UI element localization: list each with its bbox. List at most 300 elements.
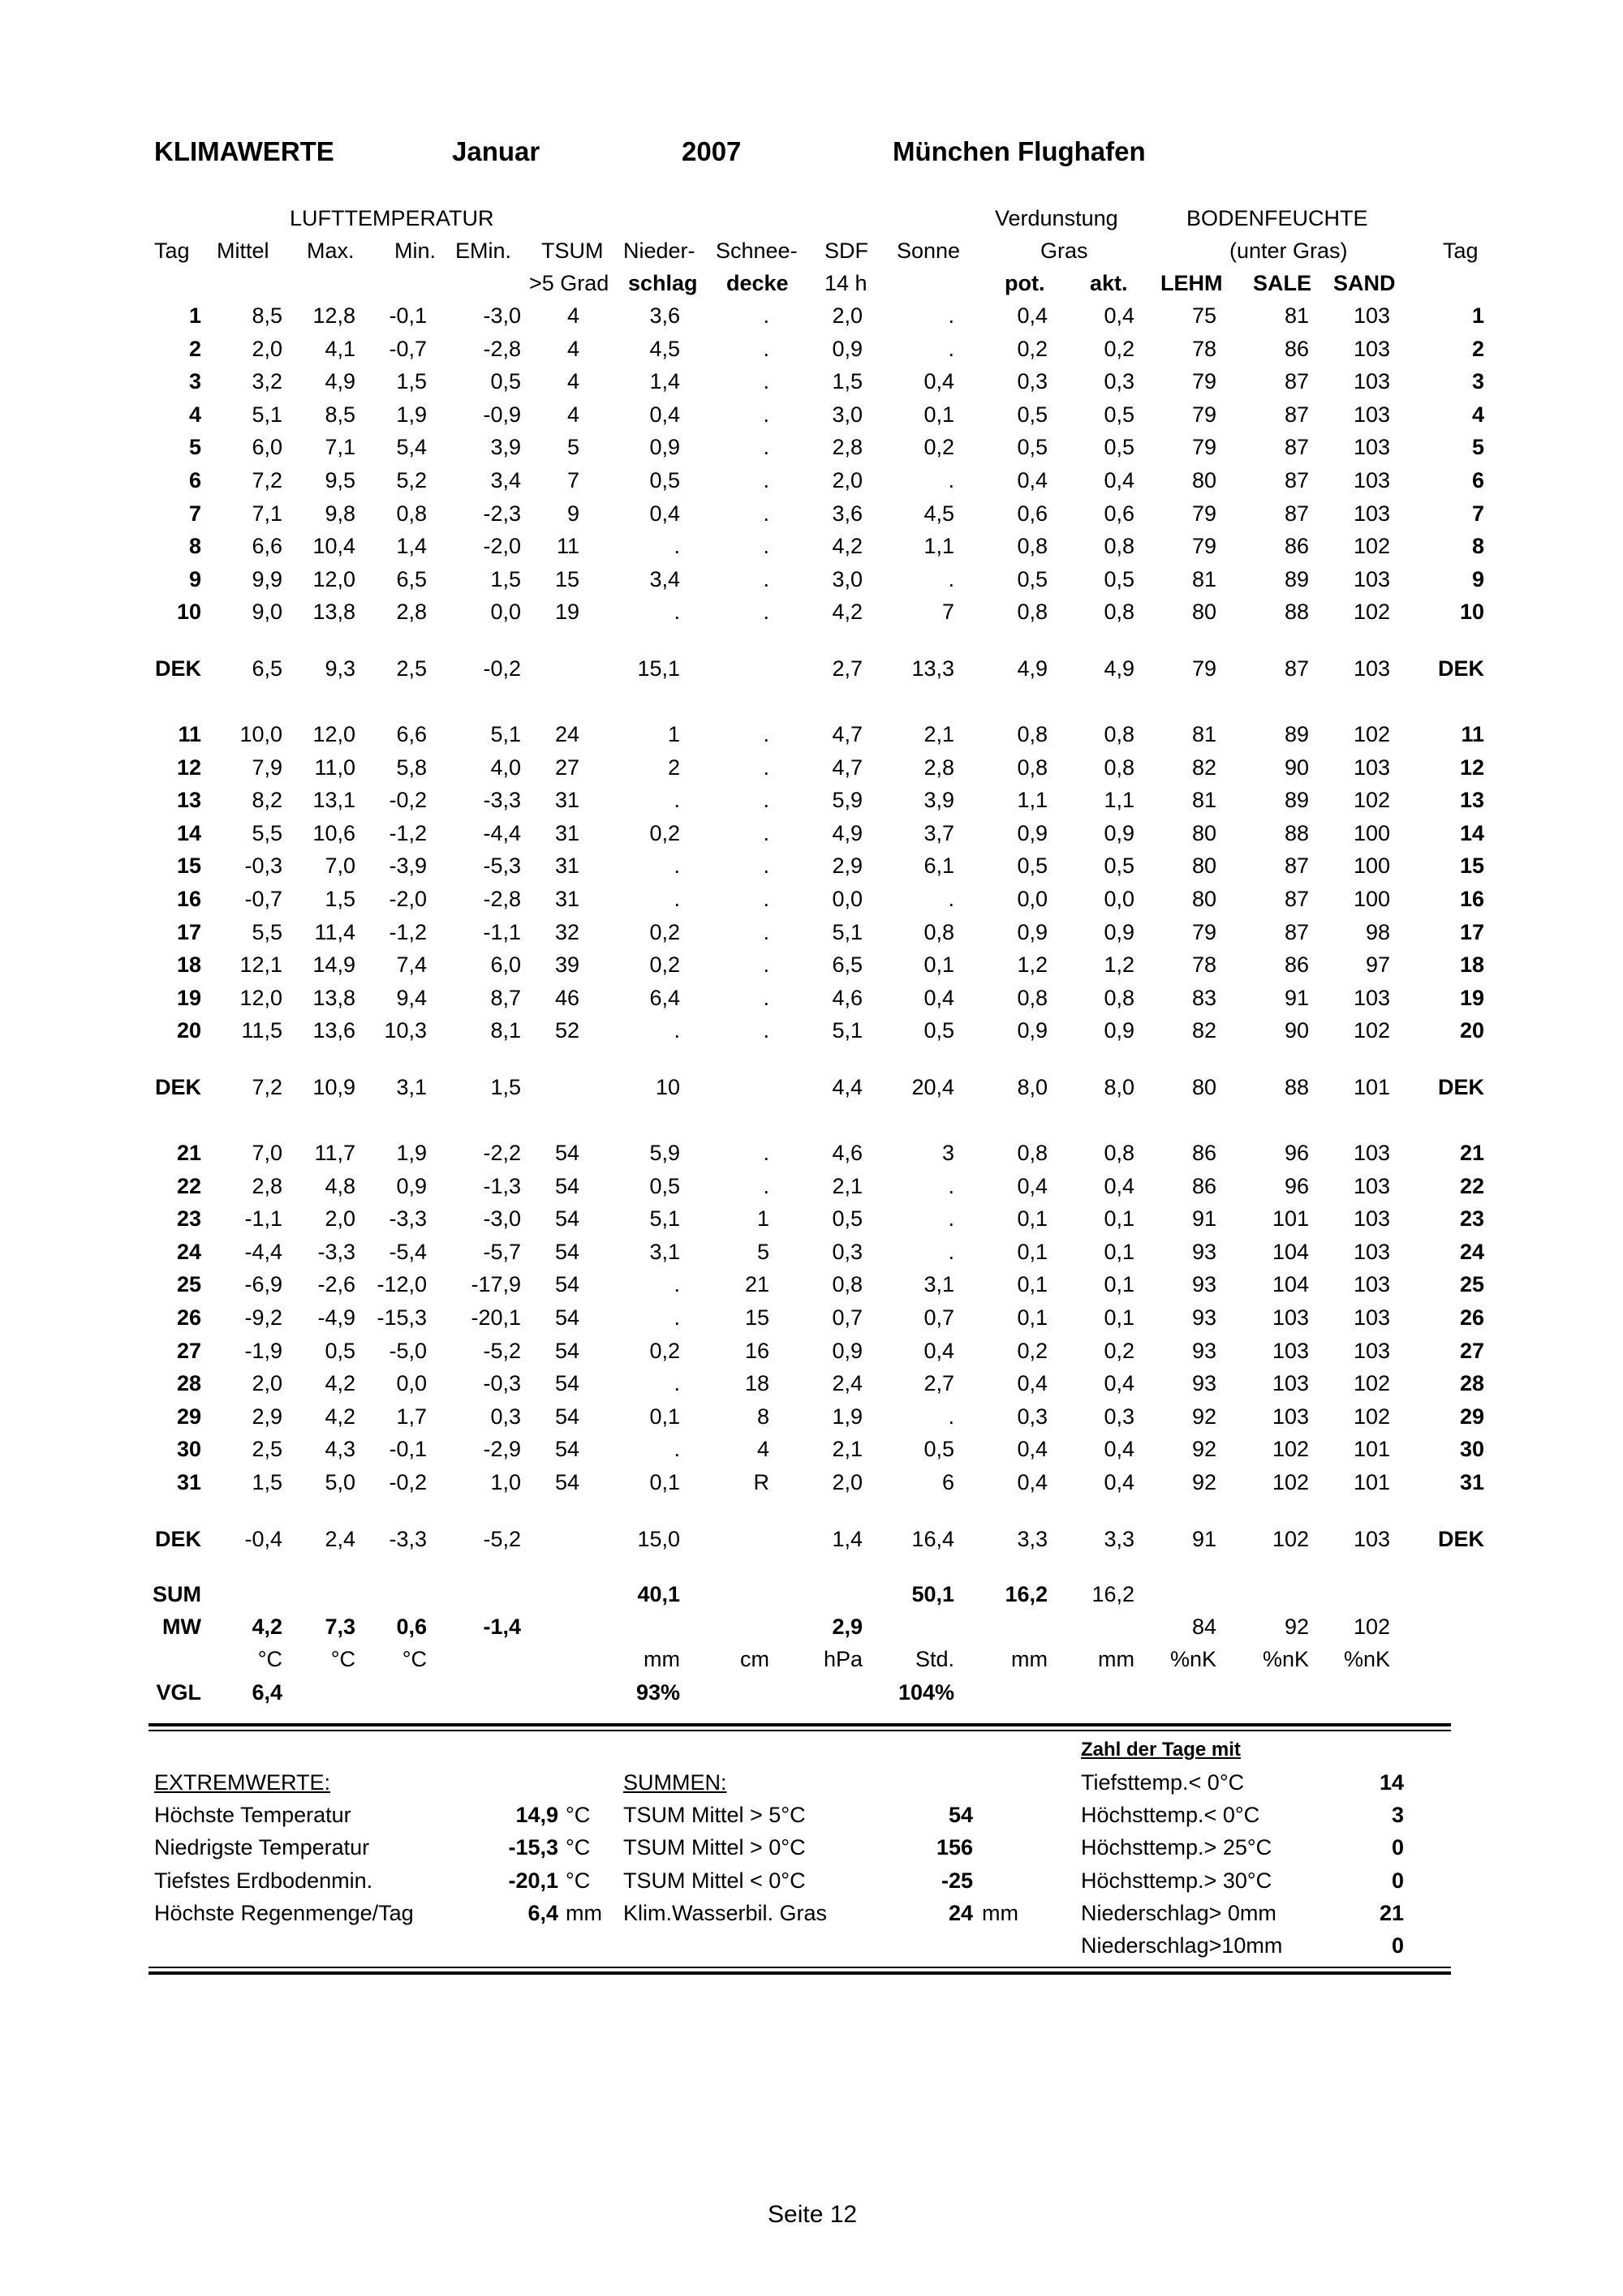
day-row [0,920,1623,952]
cell-nieder: 0,2 [649,1338,680,1363]
report-title: KLIMAWERTE [154,136,334,166]
cell-sonne: . [948,566,954,591]
cell-emin: -0,2 [483,656,521,681]
day-row [0,435,1623,467]
header-pot: pot. [1005,271,1045,295]
tage-value: 0 [1391,1933,1404,1958]
cell-lehm: 79 [1191,656,1216,681]
cell-min: -12,0 [377,1272,427,1297]
cell-tag-right: 9 [1471,566,1484,591]
cell-sand: 103 [1353,1338,1390,1363]
day-row [0,788,1623,820]
cell-akt: 0,8 [1104,600,1134,625]
cell-tsum: 54 [554,1272,579,1297]
extremwerte-heading: EXTREMWERTE: [154,1770,331,1795]
cell-tag: DEK [154,1527,201,1551]
cell-mittel: 2,8 [252,1173,282,1198]
cell-sdf: 2,1 [832,1437,863,1462]
cell-sdf: 4,2 [832,534,863,559]
cell-sonne: 0,1 [923,952,954,978]
cell-tag-right: DEK [1437,1075,1484,1099]
cell-max: 7,3 [325,1615,355,1639]
cell-emin: -1,1 [483,919,521,944]
cell-akt: 16,2 [1091,1582,1134,1606]
cell-lehm: 79 [1191,369,1216,394]
cell-sale: 86 [1284,952,1309,978]
cell-min: -0,7 [389,336,427,361]
cell-sale: 96 [1284,1141,1309,1165]
day-row [0,1018,1623,1051]
cell-pot: 16,2 [1005,1582,1048,1606]
cell-sdf: 0,9 [832,336,863,361]
cell-akt: 0,9 [1104,919,1134,944]
cell-nieder: 2 [667,755,680,780]
cell-sand: 103 [1353,566,1390,591]
station-name: München Flughafen [893,136,1146,166]
extrem-value: -20,1 [508,1868,558,1893]
summen-value: 54 [948,1803,973,1827]
tage-heading: Zahl der Tage mit [1081,1739,1241,1761]
cell-tag-right: 15 [1459,853,1484,879]
cell-min: 1,9 [396,402,427,427]
cell-schnee: . [763,755,769,780]
dekade-row [0,656,1623,689]
cell-sdf: 0,9 [832,1338,863,1363]
cell-mittel: 5,5 [252,820,282,845]
cell-min: -0,2 [389,788,427,813]
cell-tag-right: 6 [1471,468,1484,492]
cell-nieder: mm [644,1647,680,1671]
cell-lehm: 91 [1191,1206,1216,1232]
cell-emin: 8,7 [490,985,521,1010]
cell-pot: 0,4 [1017,1173,1048,1198]
cell-lehm: 79 [1191,534,1216,559]
cell-sdf: 4,2 [832,600,863,625]
cell-emin: 0,0 [490,600,521,625]
report-month: Januar [452,136,540,166]
day-row [0,1240,1623,1272]
cell-schnee: . [763,501,769,526]
cell-sdf: 5,1 [832,919,863,944]
cell-nieder: 0,4 [649,501,680,526]
tage-value: 21 [1379,1901,1404,1925]
cell-nieder: 93% [635,1680,680,1705]
cell-sonne: 0,5 [923,1018,954,1043]
cell-sonne: 3,9 [923,788,954,813]
cell-tag-right: 25 [1459,1272,1484,1297]
cell-sale: 89 [1284,722,1309,746]
cell-akt: 0,1 [1104,1206,1134,1232]
cell-tag: 3 [188,369,201,394]
cell-min: 0,8 [396,501,427,526]
cell-mittel: -0,3 [244,853,282,879]
cell-nieder: . [674,1437,680,1462]
cell-sand: 103 [1353,1206,1390,1232]
cell-sonne: 6,1 [923,853,954,879]
cell-tsum: 27 [554,755,579,780]
cell-sonne: . [948,1173,954,1198]
cell-lehm: 92 [1191,1404,1216,1429]
cell-tag: 13 [176,788,201,813]
cell-sale: 90 [1284,1018,1309,1043]
cell-sand: 102 [1353,1018,1390,1043]
cell-sale: 86 [1284,534,1309,559]
cell-akt: 0,4 [1104,1371,1134,1396]
cell-sonne: 0,4 [923,985,954,1010]
cell-tsum: 24 [554,722,579,746]
cell-tag: 14 [176,820,201,845]
cell-min: 9,4 [396,985,427,1010]
cell-lehm: 78 [1191,336,1216,361]
cell-sonne: . [948,1404,954,1429]
cell-mittel: 12,1 [239,952,282,978]
cell-sand: 103 [1353,1272,1390,1297]
day-row [0,986,1623,1018]
cell-lehm: 80 [1191,820,1216,845]
cell-tag: SUM [153,1582,201,1606]
cell-pot: mm [1011,1647,1048,1671]
cell-schnee: 21 [744,1272,769,1297]
cell-sonne: 2,8 [923,755,954,780]
day-row [0,402,1623,435]
cell-sdf: 3,0 [832,402,863,427]
header-emin: EMin. [455,239,512,263]
cell-min: 0,6 [396,1615,427,1639]
cell-tag: 25 [176,1272,201,1297]
header-lehm: LEHM [1160,271,1223,295]
cell-akt: 4,9 [1104,656,1134,681]
cell-tsum: 54 [554,1470,579,1494]
cell-sdf: 2,1 [832,1173,863,1198]
cell-max: -4,9 [317,1305,355,1330]
cell-tsum: 54 [554,1141,579,1165]
cell-mittel: -4,4 [244,1239,282,1264]
cell-emin: -5,2 [483,1338,521,1363]
divider-top-thick [149,1723,1451,1726]
day-row [0,1141,1623,1173]
cell-sonne: 4,5 [923,501,954,526]
cell-min: -3,9 [389,853,427,879]
cell-max: 5,0 [325,1470,355,1494]
header-14h: 14 h [824,271,867,295]
cell-max: 11,4 [314,919,355,944]
cell-emin: -3,0 [483,303,521,328]
cell-max: 10,9 [312,1075,355,1099]
cell-sand: %nK [1343,1647,1390,1671]
cell-sonne: 104% [898,1680,954,1705]
cell-sdf: 2,9 [832,853,863,879]
cell-sale: 101 [1272,1206,1309,1232]
cell-nieder: 1 [667,722,680,746]
cell-mittel: 7,1 [252,501,282,526]
cell-tag-right: 22 [1459,1173,1484,1198]
cell-schnee: . [763,600,769,625]
extrem-label: Höchste Temperatur [154,1803,351,1827]
cell-tag-right: 13 [1459,788,1484,813]
cell-tsum: 7 [566,468,579,492]
cell-sale: %nK [1262,1647,1309,1671]
cell-max: 13,8 [312,600,355,625]
cell-tag-right: 31 [1459,1470,1484,1494]
cell-schnee: . [763,853,769,879]
cell-min: 2,5 [396,656,427,681]
cell-nieder: 1,4 [649,369,680,394]
cell-tag: 28 [176,1371,201,1396]
cell-tag-right: 30 [1459,1437,1484,1462]
summen-unit: mm [982,1901,1018,1925]
cell-lehm: 84 [1191,1615,1216,1639]
units-row [0,1647,1623,1679]
cell-nieder: . [674,887,680,911]
cell-sale: 87 [1284,919,1309,944]
cell-pot: 0,4 [1017,1371,1048,1396]
cell-schnee: . [763,1018,769,1043]
cell-mittel: 2,0 [252,336,282,361]
cell-tsum: 5 [566,435,579,460]
cell-nieder: 0,4 [649,402,680,427]
cell-sale: 87 [1284,853,1309,879]
cell-lehm: 93 [1191,1371,1216,1396]
cell-nieder: 3,6 [649,303,680,328]
cell-nieder: 15,1 [637,656,680,681]
cell-min: -2,0 [389,887,427,911]
cell-max: 4,8 [325,1173,355,1198]
cell-max: 12,8 [312,303,355,328]
cell-emin: -2,3 [483,501,521,526]
cell-sand: 102 [1353,534,1390,559]
cell-schnee: . [763,534,769,559]
cell-sand: 100 [1353,820,1390,845]
cell-max: 11,7 [314,1141,355,1165]
cell-max: 12,0 [312,566,355,591]
cell-min: -15,3 [377,1305,427,1330]
cell-tag: 27 [176,1338,201,1363]
cell-emin: -1,3 [483,1173,521,1198]
cell-pot: 0,5 [1017,566,1048,591]
cell-sonne: 50,1 [911,1582,954,1606]
cell-tag: 15 [176,853,201,879]
cell-sand: 103 [1353,656,1390,681]
dekade-row [0,1075,1623,1107]
cell-lehm: 82 [1191,1018,1216,1043]
cell-tag-right: 1 [1471,303,1484,328]
cell-lehm: 80 [1191,887,1216,911]
cell-sale: 103 [1272,1404,1309,1429]
cell-schnee: 18 [744,1371,769,1396]
summen-value: 24 [948,1901,973,1925]
summen-value: 156 [936,1835,973,1860]
cell-emin: -5,3 [483,853,521,879]
tage-value: 0 [1391,1868,1404,1893]
header-verdunstung: Verdunstung [995,206,1118,230]
cell-nieder: 0,2 [649,820,680,845]
cell-lehm: 92 [1191,1437,1216,1462]
cell-nieder: 4,5 [649,336,680,361]
cell-tsum: 46 [554,985,579,1010]
cell-tag-right: 26 [1459,1305,1484,1330]
cell-tag-right: 19 [1459,985,1484,1010]
cell-lehm: 86 [1191,1173,1216,1198]
header-sdf: SDF [824,239,868,263]
cell-sonne: 1,1 [923,534,954,559]
extrem-unit: °C [566,1835,591,1860]
cell-sale: 92 [1284,1615,1309,1639]
cell-lehm: 78 [1191,952,1216,978]
cell-sonne: 0,4 [923,1338,954,1363]
cell-pot: 0,1 [1017,1305,1048,1330]
header-mittel: Mittel [217,239,269,263]
cell-akt: 0,4 [1104,468,1134,492]
header-schnee: Schnee- [716,239,798,263]
cell-akt: 0,8 [1104,722,1134,746]
cell-max: °C [330,1647,355,1671]
cell-sale: 102 [1272,1527,1309,1551]
cell-max: 2,0 [325,1206,355,1232]
cell-mittel: 8,2 [252,788,282,813]
day-row [0,1272,1623,1305]
cell-akt: 0,6 [1104,501,1134,526]
cell-tag: 5 [188,435,201,460]
cell-tag-right: 27 [1459,1338,1484,1363]
cell-max: 10,6 [312,820,355,845]
cell-akt: 0,8 [1104,985,1134,1010]
cell-sale: 87 [1284,887,1309,911]
cell-emin: -5,2 [483,1527,521,1551]
cell-mittel: °C [257,1647,282,1671]
cell-akt: 0,5 [1104,566,1134,591]
header-decke: decke [726,271,789,295]
cell-tsum: 9 [566,501,579,526]
cell-nieder: 10 [655,1075,680,1099]
cell-sdf: 3,0 [832,566,863,591]
cell-mittel: 7,2 [252,468,282,492]
cell-akt: mm [1098,1647,1134,1671]
cell-sale: 88 [1284,820,1309,845]
cell-sale: 87 [1284,435,1309,460]
cell-mittel: 2,0 [252,1371,282,1396]
cell-tag-right: DEK [1437,656,1484,681]
tage-value: 3 [1391,1803,1404,1827]
cell-akt: 0,4 [1104,1437,1134,1462]
extrem-value: -15,3 [508,1835,558,1860]
cell-emin: -5,7 [483,1239,521,1264]
cell-tsum: 32 [554,919,579,944]
cell-tag-right: 20 [1459,1018,1484,1043]
cell-nieder: . [674,1305,680,1330]
cell-tag-right: 29 [1459,1404,1484,1429]
cell-akt: 0,5 [1104,435,1134,460]
cell-lehm: 80 [1191,600,1216,625]
cell-max: 9,3 [325,656,355,681]
extrem-label: Höchste Regenmenge/Tag [154,1901,414,1925]
day-row [0,722,1623,755]
cell-pot: 0,5 [1017,402,1048,427]
cell-sand: 103 [1353,402,1390,427]
cell-sand: 103 [1353,1173,1390,1198]
cell-schnee: . [763,1141,769,1165]
cell-emin: 4,0 [490,755,521,780]
header-tag: Tag [154,239,190,263]
cell-tag-right: 16 [1459,887,1484,911]
cell-mittel: 7,9 [252,755,282,780]
cell-schnee: 16 [744,1338,769,1363]
cell-nieder: 40,1 [637,1582,680,1606]
cell-mittel: 9,0 [252,600,282,625]
cell-min: 1,9 [396,1141,427,1165]
cell-akt: 0,2 [1104,1338,1134,1363]
cell-akt: 0,3 [1104,1404,1134,1429]
tage-label: Tiefsttemp.< 0°C [1081,1770,1245,1795]
cell-lehm: 83 [1191,985,1216,1010]
cell-sonne: 3,1 [923,1272,954,1297]
cell-schnee: 5 [756,1239,769,1264]
cell-emin: 3,4 [490,468,521,492]
cell-mittel: 10,0 [239,722,282,746]
cell-max: 13,1 [312,788,355,813]
cell-schnee: . [763,402,769,427]
cell-sale: 87 [1284,402,1309,427]
cell-sonne: 0,4 [923,369,954,394]
cell-tag: 30 [176,1437,201,1462]
cell-sale: 89 [1284,788,1309,813]
cell-lehm: %nK [1169,1647,1216,1671]
cell-nieder: . [674,1371,680,1396]
cell-sale: 87 [1284,501,1309,526]
cell-emin: -20,1 [471,1305,521,1330]
cell-max: 4,1 [325,336,355,361]
cell-mittel: 11,5 [241,1018,282,1043]
cell-pot: 0,8 [1017,722,1048,746]
cell-tsum: 52 [554,1018,579,1043]
cell-nieder: . [674,600,680,625]
day-row [0,1404,1623,1437]
cell-tag-right: DEK [1437,1527,1484,1551]
cell-pot: 1,1 [1017,788,1048,813]
cell-emin: 1,5 [490,1075,521,1099]
summen-heading: SUMMEN: [623,1770,727,1795]
cell-emin: 5,1 [490,722,521,746]
cell-pot: 0,5 [1017,435,1048,460]
day-row [0,1470,1623,1503]
cell-max: 2,4 [325,1527,355,1551]
cell-sdf: 4,6 [832,1141,863,1165]
cell-sdf: 3,6 [832,501,863,526]
cell-sonne: 3 [941,1141,954,1165]
cell-min: -3,3 [389,1206,427,1232]
cell-max: 1,5 [325,887,355,911]
divider-bottom-thick [149,1971,1451,1975]
cell-sdf: 0,8 [832,1272,863,1297]
cell-sonne: 0,8 [923,919,954,944]
tage-label: Höchsttemp.< 0°C [1081,1803,1260,1827]
cell-max: 10,4 [312,534,355,559]
cell-sonne: 16,4 [911,1527,954,1551]
cell-sonne: 20,4 [911,1075,954,1099]
cell-pot: 0,0 [1017,887,1048,911]
day-row [0,755,1623,788]
cell-mittel: 8,5 [252,303,282,328]
day-row [0,1437,1623,1469]
cell-tsum: 19 [554,600,579,625]
day-row [0,952,1623,985]
cell-min: 1,5 [396,369,427,394]
cell-mittel: 1,5 [252,1470,282,1494]
cell-emin: -1,4 [483,1615,521,1639]
cell-akt: 0,8 [1104,755,1134,780]
cell-pot: 0,4 [1017,468,1048,492]
cell-tsum: 54 [554,1371,579,1396]
cell-akt: 0,4 [1104,1173,1134,1198]
